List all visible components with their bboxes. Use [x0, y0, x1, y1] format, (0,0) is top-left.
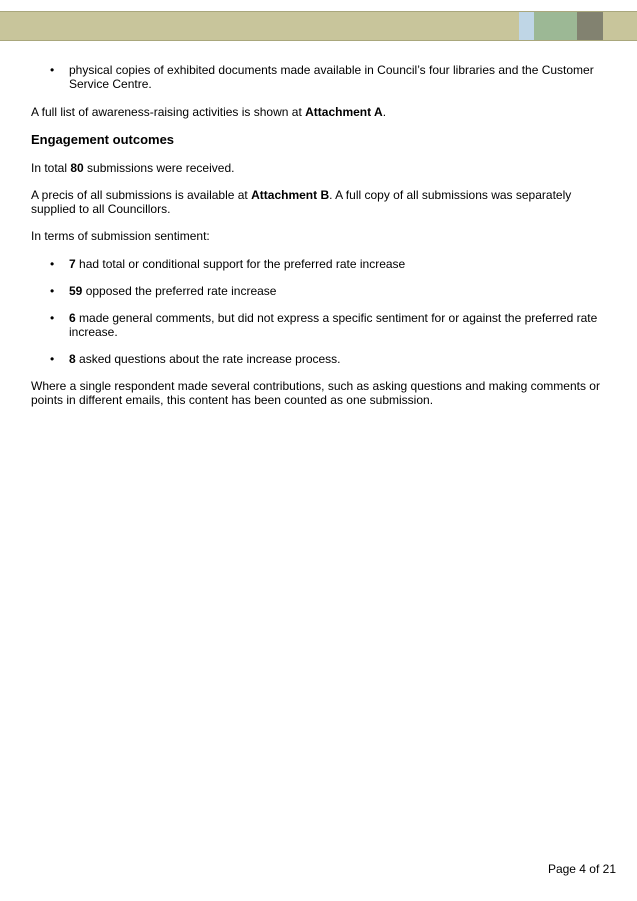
list-item — [31, 63, 616, 91]
header-band — [0, 11, 637, 41]
paragraph-text: . — [382, 105, 387, 119]
section-heading: Engagement outcomes — [31, 132, 175, 147]
bullet-icon: • — [50, 284, 55, 298]
header-color-block-grey — [577, 12, 603, 40]
list-item — [31, 284, 616, 298]
sentiment-count: 7 — [69, 257, 76, 271]
sentiment-count: 6 — [69, 311, 76, 325]
precis-paragraph — [31, 188, 616, 216]
paragraph-text: A full list of awareness-raising activities is shown at — [31, 105, 306, 119]
sentiment-count: 59 — [69, 284, 83, 298]
bullet-icon: • — [50, 257, 55, 271]
list-item — [31, 352, 616, 366]
list-item — [31, 257, 616, 271]
paragraph-text: A precis of all submissions is available at — [31, 188, 252, 202]
closing-paragraph: Where a single respondent made several contributions, such as asking questions and making comments or points in different emails, this content has been counted as one submission. — [31, 379, 600, 407]
header-color-block-blue — [519, 12, 534, 40]
list-item-text: physical copies of exhibited documents made available in Council’s four libraries and the Customer Service Centre. — [69, 63, 594, 91]
bullet-icon: • — [50, 352, 55, 366]
bullet-list-sentiment — [31, 257, 616, 366]
list-item-text: opposed the preferred rate increase — [82, 284, 277, 298]
paragraph-text: . A full copy of all submissions was separately supplied to all Councillors. — [31, 188, 572, 216]
attachment-a-reference: Attachment A — [305, 105, 383, 119]
paragraph-text: In total — [31, 161, 71, 175]
sentiment-intro: In terms of submission sentiment: — [31, 229, 210, 243]
sentiment-count: 8 — [69, 352, 76, 366]
bullet-icon: • — [50, 63, 55, 77]
list-item-text: made general comments, but did not express a specific sentiment for or against the preferred rate increase. — [69, 311, 598, 339]
bullet-list-outreach — [31, 63, 616, 91]
list-item-text: asked questions about the rate increase process. — [75, 352, 341, 366]
attachment-a-paragraph — [31, 105, 616, 119]
total-submissions-paragraph — [31, 161, 616, 175]
list-item — [31, 311, 616, 339]
list-item-text: had total or conditional support for the preferred rate increase — [75, 257, 406, 271]
header-color-block-green — [534, 12, 577, 40]
paragraph-text: submissions were received. — [83, 161, 235, 175]
bullet-icon: • — [50, 311, 55, 325]
attachment-b-reference: Attachment B — [251, 188, 330, 202]
document-body — [31, 63, 616, 407]
total-submissions-count: 80 — [70, 161, 84, 175]
page-number: Page 4 of 21 — [547, 862, 616, 876]
